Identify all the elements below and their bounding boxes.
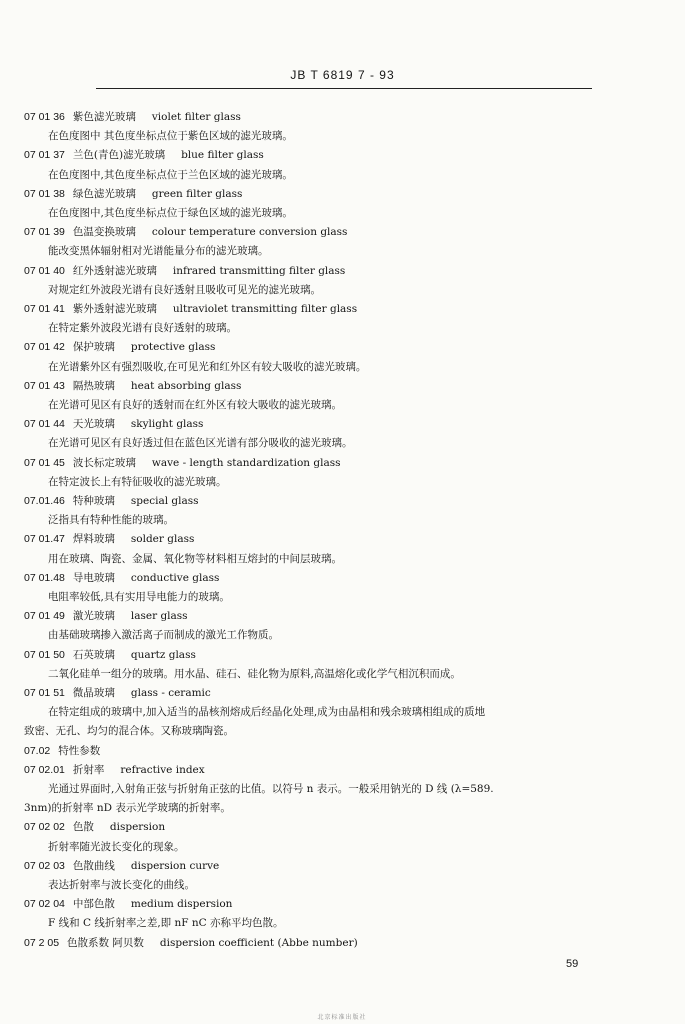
term-chinese: 焊料玻璃 — [72, 533, 115, 546]
term-chinese: 中部色散 — [72, 898, 115, 911]
term-line — [24, 340, 624, 354]
term-definition: 在色度图中,其色度坐标点位于兰色区域的滤光玻璃。 — [48, 168, 293, 181]
term-number: 07 01 45 — [24, 456, 65, 469]
term-chinese: 折射率 — [72, 763, 105, 776]
term-chinese: 波长标定玻璃 — [72, 456, 136, 469]
term-chinese: 隔热玻璃 — [72, 379, 115, 392]
term-definition: 在光谱可见区有良好透过但在蓝色区光谱有部分吸收的滤光玻璃。 — [48, 437, 353, 450]
term-definition: 能改变黑体辐射相对光谱能量分布的滤光玻璃。 — [48, 245, 269, 258]
term-english: glass - ceramic — [130, 687, 211, 699]
term-chinese: 色散系数 阿贝数 — [67, 936, 144, 949]
term-line — [24, 264, 624, 278]
term-definition: 折射率随光波长变化的现象。 — [48, 840, 185, 853]
term-english: conductive glass — [130, 571, 220, 584]
term-english: dispersion curve — [130, 859, 220, 872]
term-chinese: 色散 — [72, 821, 94, 834]
term-number: 07 01 42 — [24, 341, 65, 354]
term-number: 07 01 36 — [24, 111, 65, 123]
term-definition: 在特定组成的玻璃中,加入适当的晶核剂熔成后经晶化处理,成为由晶相和残余玻璃相组成的质地 — [48, 706, 486, 719]
term-definition: 对规定红外波段光谱有良好透射且吸收可见光的滤光玻璃。 — [48, 283, 321, 296]
term-line — [24, 571, 624, 585]
term-chinese: 色温变换玻璃 — [72, 226, 136, 239]
term-line — [24, 763, 624, 777]
term-chinese: 激光玻璃 — [72, 610, 115, 623]
term-line — [24, 820, 624, 834]
term-chinese: 石英玻璃 — [72, 648, 115, 661]
term-chinese: 紫外透射滤光玻璃 — [72, 303, 157, 315]
standard-code: JB T 6819 7 - 93 — [290, 68, 395, 82]
term-chinese: 天光玻璃 — [72, 418, 115, 431]
term-english: quartz glass — [130, 648, 196, 661]
term-definition: 在色度图中 其色度坐标点位于紫色区域的滤光玻璃。 — [48, 130, 293, 143]
term-english: skylight glass — [130, 418, 204, 431]
term-english: violet filter glass — [151, 111, 241, 123]
term-chinese: 色散曲线 — [72, 859, 115, 872]
term-chinese: 保护玻璃 — [72, 341, 115, 354]
term-chinese: 特性参数 — [58, 744, 101, 757]
term-english: medium dispersion — [130, 898, 233, 911]
term-english: protective glass — [130, 341, 216, 354]
term-number: 07 01.48 — [24, 571, 65, 584]
term-line — [24, 686, 624, 700]
term-definition: 致密、无孔、均匀的混合体。又称玻璃陶瓷。 — [24, 725, 234, 738]
term-definition: F 线和 C 线折射率之差,即 nF nC 亦称平均色散。 — [48, 917, 284, 930]
term-english: colour temperature conversion glass — [151, 226, 348, 239]
term-number: 07.02 — [24, 744, 51, 757]
term-definition: 光通过界面时,入射角正弦与折射角正弦的比值。以符号 n 表示。一般采用钠光的 D 线 (λ=589. — [48, 783, 494, 795]
term-number: 07 01 37 — [24, 149, 65, 162]
term-chinese: 导电玻璃 — [72, 571, 115, 584]
term-line — [24, 302, 624, 316]
term-definition: 由基础玻璃掺入激活离子而制成的激光工作物质。 — [48, 629, 279, 642]
term-chinese: 紫色滤光玻璃 — [72, 111, 136, 123]
term-number: 07 02 02 — [24, 821, 65, 834]
term-definition: 3nm)的折射率 nD 表示光学玻璃的折射率。 — [24, 802, 231, 815]
term-definition: 泛指具有特种性能的玻璃。 — [48, 514, 174, 527]
term-definition: 用在玻璃、陶瓷、金属、氧化物等材料相互熔封的中间层玻璃。 — [48, 552, 342, 565]
term-definition: 二氧化硅单一组分的玻璃。用水晶、硅石、硅化物为原料,高温熔化或化学气相沉积而成。 — [48, 667, 461, 680]
term-line — [24, 609, 624, 623]
term-line — [24, 148, 624, 162]
term-chinese: 特种玻璃 — [72, 495, 115, 507]
term-number: 07 01 50 — [24, 648, 65, 661]
term-number: 07 02 03 — [24, 859, 65, 872]
term-line — [24, 859, 624, 873]
footer-mark: 北京标准出版社 — [317, 1015, 367, 1021]
term-number: 07 01 39 — [24, 226, 65, 239]
term-line — [24, 456, 624, 470]
term-definition: 电阻率较低,具有实用导电能力的玻璃。 — [48, 591, 230, 603]
term-line — [24, 936, 624, 950]
term-number: 07 01 49 — [24, 610, 65, 623]
term-english: ultraviolet transmitting filter glass — [172, 303, 358, 315]
term-number: 07 01 44 — [24, 418, 65, 431]
term-line — [24, 225, 624, 239]
term-number: 07 02 04 — [24, 898, 65, 911]
term-line — [24, 897, 624, 911]
term-english: refractive index — [120, 763, 205, 776]
term-chinese: 绿色滤光玻璃 — [72, 187, 136, 200]
page-number: 59 — [566, 958, 579, 970]
term-chinese: 微晶玻璃 — [72, 687, 115, 699]
term-number: 07 01 40 — [24, 264, 65, 277]
term-english: special glass — [130, 495, 199, 507]
term-english: infrared transmitting filter glass — [172, 264, 346, 277]
term-definition: 在特定波长上有特征吸收的滤光玻璃。 — [48, 475, 227, 488]
term-chinese: 兰色(青色)滤光玻璃 — [72, 149, 166, 162]
term-english: heat absorbing glass — [130, 379, 242, 392]
term-number: 07 02.01 — [24, 763, 65, 776]
term-definition: 在光谱可见区有良好的透射而在红外区有较大吸收的滤光玻璃。 — [48, 399, 342, 411]
term-definition: 在特定紫外波段光谱有良好透射的玻璃。 — [48, 322, 237, 335]
term-line — [24, 379, 624, 393]
term-english: blue filter glass — [181, 149, 264, 162]
term-line — [24, 648, 624, 662]
term-number: 07 01 41 — [24, 303, 65, 315]
term-english: dispersion — [109, 821, 166, 834]
term-number: 07 01 43 — [24, 379, 65, 392]
term-number: 07 01 38 — [24, 187, 65, 200]
term-number: 07 01 51 — [24, 687, 65, 699]
term-english: solder glass — [130, 533, 195, 546]
term-line — [24, 110, 624, 124]
term-english: dispersion coefficient (Abbe number) — [159, 936, 358, 949]
term-english: wave - length standardization glass — [151, 456, 341, 469]
term-definition: 在光谱紫外区有强烈吸收,在可见光和红外区有较大吸收的滤光玻璃。 — [48, 360, 367, 373]
term-english: laser glass — [130, 610, 188, 623]
term-definition: 在色度图中,其色度坐标点位于绿色区域的滤光玻璃。 — [48, 207, 293, 219]
term-line — [24, 744, 624, 758]
term-definition: 表达折射率与波长变化的曲线。 — [48, 879, 195, 891]
term-line — [24, 532, 624, 546]
term-chinese: 红外透射滤光玻璃 — [72, 264, 157, 277]
term-number: 07 01.47 — [24, 533, 65, 546]
term-line — [24, 494, 624, 508]
term-line — [24, 417, 624, 431]
term-number: 07 2 05 — [24, 936, 60, 949]
term-number: 07.01.46 — [24, 495, 65, 507]
term-english: green filter glass — [151, 187, 243, 200]
term-line — [24, 187, 624, 201]
